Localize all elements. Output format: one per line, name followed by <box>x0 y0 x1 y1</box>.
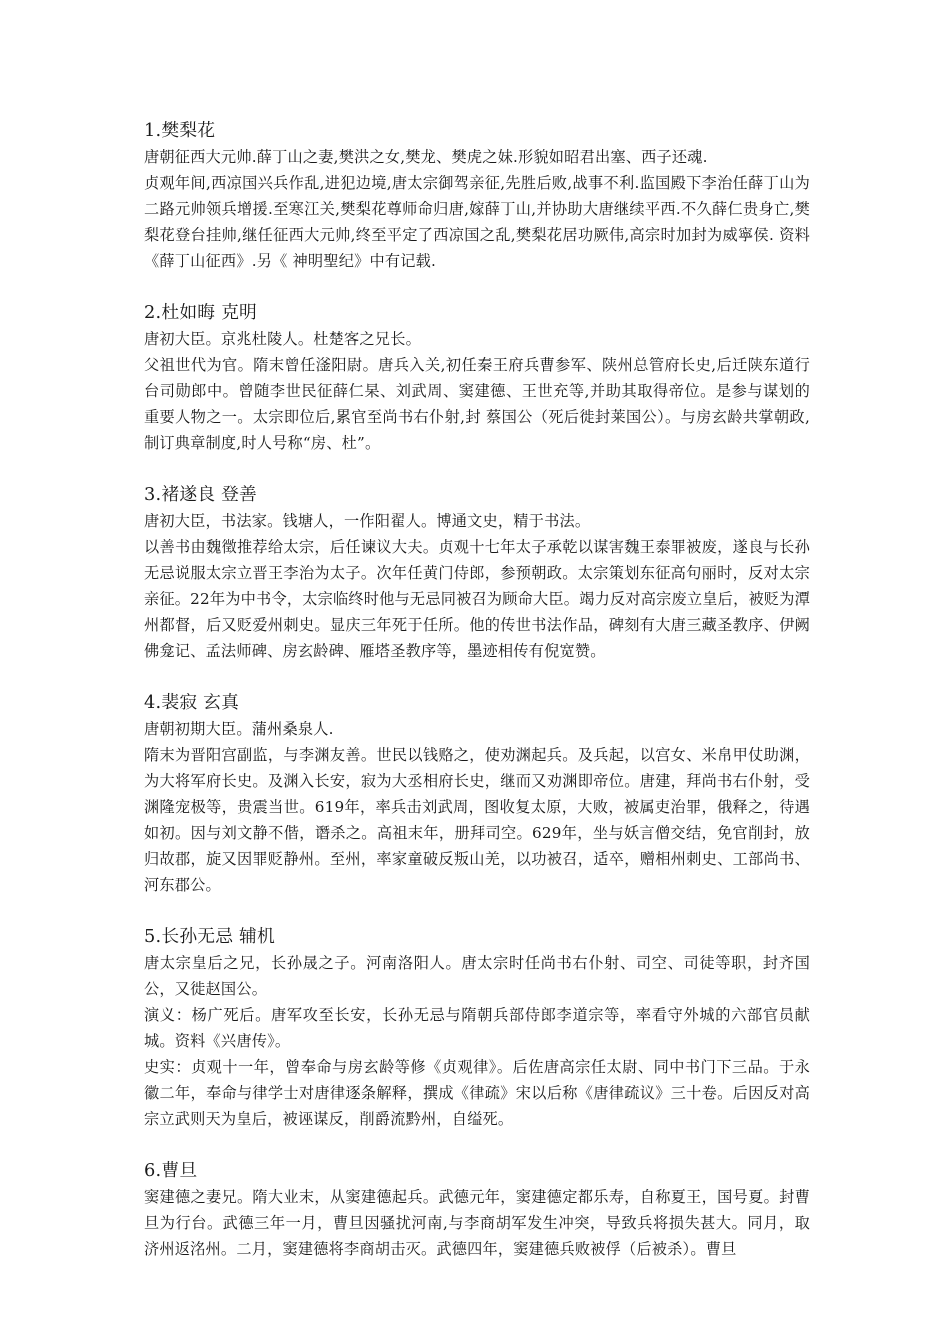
entry-title: 3.褚遂良 登善 <box>144 484 258 505</box>
entry-paragraph: 隋末为晋阳宫副监，与李渊友善。世民以钱赂之，使劝渊起兵。及兵起，以宫女、米帛甲仗助渊，为大将军府长史。及渊入长安，寂为大丞相府长史，继而又劝渊即帝位。唐建，拜尚书右仆射，受渊隆宠极等，贵震当世。619年，率兵击刘武周，图收复太原，大败，被属吏治罪，俄释之，待遇如初。因与刘文静不偕，谮杀之。高祖末年，册拜司空。629年，坐与妖言僧交结，免官削封，放归故郡，旋又因罪贬静州。至州，率家童破反叛山羌，以功被召，适卒，赠相州刺史、工部尚书、河东郡公。 <box>144 746 810 894</box>
entry-paragraph: 唐初大臣，书法家。钱塘人，一作阳翟人。博通文史，精于书法。 <box>144 512 591 530</box>
entry-paragraph: 以善书由魏徵推荐给太宗，后任谏议大夫。贞观十七年太子承乾以谋害魏王泰罪被废，遂良与长孙无忌说服太宗立晋王李治为太子。次年任黄门侍郎，参预朝政。太宗策划东征高句丽时，反对太宗亲征。22年为中书令，太宗临终时他与无忌同被召为顾命大臣。竭力反对高宗废立皇后，被贬为潭州都督，后又贬爱州刺史。显庆三年死于任所。他的传世书法作品，碑刻有大唐三藏圣教序、伊阙佛龛记、孟法师碑、房玄龄碑、雁塔圣教序等，墨迹相传有倪宽赞。 <box>144 538 811 660</box>
entry-paragraph: 唐朝初期大臣。蒲州桑泉人. <box>144 720 334 738</box>
entry-du-ruhui <box>144 300 810 456</box>
entry-paragraph: 演义：杨广死后。唐军攻至长安，长孙无忌与隋朝兵部侍郎李道宗等，率看守外城的六部官员献城。资料《兴唐传》。 <box>144 1006 810 1050</box>
entry-title: 5.长孙无忌 辅机 <box>144 926 275 947</box>
entry-paragraph: 父祖世代为官。隋末曾任滏阳尉。唐兵入关,初任秦王府兵曹参军、陕州总管府长史,后迁陕东道行台司勋郎中。曾随李世民征薛仁杲、刘武周、窦建德、王世充等,并助其取得帝位。是参与谋划的重要人物之一。太宗即位后,累官至尚书右仆射,封 蔡国公（死后徙封莱国公）。与房玄龄共掌朝政,制订典章制度,时人号称“房、杜”。 <box>144 356 810 452</box>
entry-title: 4.裴寂 玄真 <box>144 692 240 713</box>
entry-title: 6.曹旦 <box>144 1160 198 1181</box>
entry-paragraph: 史实：贞观十一年，曾奉命与房玄龄等修《贞观律》。后佐唐高宗任太尉、同中书门下三品。于永徽二年，奉命与律学士对唐律逐条解释，撰成《律疏》宋以后称《唐律疏议》三十卷。后因反对高宗立武则天为皇后，被诬谋反，削爵流黔州，自缢死。 <box>144 1058 810 1128</box>
entry-title: 1.樊梨花 <box>144 120 216 141</box>
entry-paragraph: 唐朝征西大元帅.薛丁山之妻,樊洪之女,樊龙、樊虎之妹.形貌如昭君出塞、西子还魂. <box>144 148 708 166</box>
entry-paragraph: 窦建德之妻兄。隋大业末，从窦建德起兵。武德元年，窦建德定都乐寿，自称夏王，国号夏。封曹旦为行台。武德三年一月，曹旦因骚扰河南,与李商胡军发生冲突，导致兵将损失甚大。同月，取济州返洺州。二月，窦建德将李商胡击灭。武德四年，窦建德兵败被俘（后被杀）。曹旦 <box>144 1188 810 1258</box>
entry-paragraph: 唐初大臣。京兆杜陵人。杜楚客之兄长。 <box>144 330 421 348</box>
entry-paragraph: 唐太宗皇后之兄，长孙晟之子。河南洛阳人。唐太宗时任尚书右仆射、司空、司徒等职，封齐国公，又徙赵国公。 <box>144 954 810 998</box>
entry-cao-dan <box>144 1158 810 1262</box>
entry-pei-ji <box>144 690 810 898</box>
document-page <box>144 118 810 1288</box>
entry-paragraph: 贞观年间,西凉国兴兵作乱,进犯边境,唐太宗御驾亲征,先胜后败,战事不利.监国殿下李治任薛丁山为二路元帅领兵增援.至寒江关,樊梨花尊师命归唐,嫁薛丁山,并协助大唐继续平西.不久薛仁贵身亡,樊梨花登台挂帅,继任征西大元帅,终至平定了西凉国之乱,樊梨花居功厥伟,高宗时加封为威寧侯. 资料《薛丁山征西》.另《 神明聖纪》中有记载. <box>144 174 810 270</box>
entry-fan-lihua <box>144 118 810 274</box>
entry-title: 2.杜如晦 克明 <box>144 302 258 323</box>
entry-zhangsun-wuji <box>144 924 810 1132</box>
entry-chu-suiliang <box>144 482 810 664</box>
